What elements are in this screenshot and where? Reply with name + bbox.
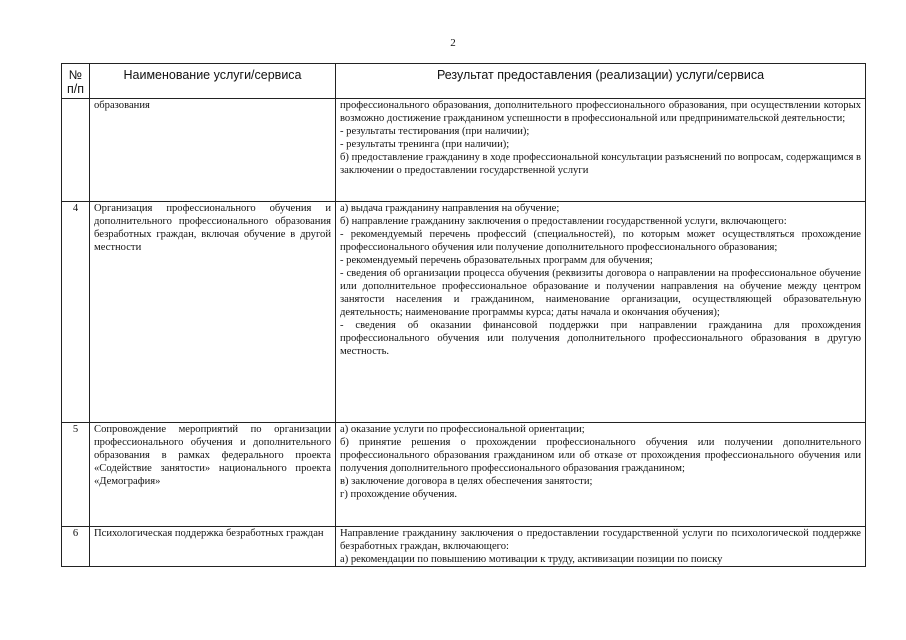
result-line: а) оказание услуги по профессиональной ориентации; xyxy=(340,424,585,435)
service-result xyxy=(336,202,866,423)
service-result xyxy=(336,99,866,202)
service-result xyxy=(336,527,866,567)
result-line: б) направление гражданину заключения о предоставлении государственной услуги, включающего: xyxy=(340,216,787,227)
header-num: № п/п xyxy=(62,64,90,99)
row-number: 6 xyxy=(62,527,90,567)
result-line: а) выдача гражданину направления на обучение; xyxy=(340,203,560,214)
header-result: Результат предоставления (реализации) услуги/сервиса xyxy=(336,64,866,99)
result-line: - рекомендуемый перечень профессий (специальностей), по которым может осуществляться прохождение профессионального обучения или получение дополнительного профессионального образования; xyxy=(340,229,861,253)
result-line: - сведения об организации процесса обучения (реквизиты договора о направлении на профессиональное обучение или дополнительное профессиональное образование и получении направления на обучение между центром занятости населения и гражданином, наименование организации, осуществляющей образовательную деятельность; наименование программы курса; даты начала и окончания обучения); xyxy=(340,268,861,318)
result-line: профессионального образования, дополнительного профессионального образования, при осуществлении которых возможно достижение гражданином успешности в профессиональной или предпринимательской деятельности; xyxy=(340,100,861,124)
service-name: Организация профессионального обучения и дополнительного профессионального образования безработных граждан, включая обучение в другой местности xyxy=(90,202,336,423)
result-line: б) предоставление гражданину в ходе профессиональной консультации разъяснений по вопросам, содержащимся в заключении о предоставлении государственной услуги xyxy=(340,152,861,176)
result-line: - результаты тренинга (при наличии); xyxy=(340,139,510,150)
result-line: - сведения об оказании финансовой поддержки при направлении гражданина для прохождения профессионального обучения или получения дополнительного профессионального образования в другую местность. xyxy=(340,320,861,357)
result-line: а) рекомендации по повышению мотивации к труду, активизации позиции по поиску xyxy=(340,554,723,565)
result-line: г) прохождение обучения. xyxy=(340,489,458,500)
service-result xyxy=(336,423,866,527)
page-number: 2 xyxy=(450,37,456,49)
result-line: б) принятие решения о прохождении профессионального обучения или получении дополнительного профессионального образования гражданином или об отказе от прохождения профессионального обучения или получения дополнительного профессионального образования гражданином; xyxy=(340,437,861,474)
table-row xyxy=(62,423,866,527)
table-row xyxy=(62,99,866,202)
header-service: Наименование услуги/сервиса xyxy=(90,64,336,99)
result-line: в) заключение договора в целях обеспечения занятости; xyxy=(340,476,593,487)
service-name: Психологическая поддержка безработных граждан xyxy=(90,527,336,567)
table-header-row xyxy=(62,64,866,99)
row-number: 5 xyxy=(62,423,90,527)
table-row xyxy=(62,202,866,423)
result-line: Направление гражданину заключения о предоставлении государственной услуги по психологической поддержке безработных граждан, включающего: xyxy=(340,528,861,552)
service-name: образования xyxy=(90,99,336,202)
result-line: - рекомендуемый перечень образовательных программ для обучения; xyxy=(340,255,653,266)
row-number: 4 xyxy=(62,202,90,423)
result-line: - результаты тестирования (при наличии); xyxy=(340,126,530,137)
table-row xyxy=(62,527,866,567)
service-name: Сопровождение мероприятий по организации профессионального обучения и дополнительного образования в рамках федерального проекта «Содействие занятости» национального проекта «Демография» xyxy=(90,423,336,527)
services-table xyxy=(61,63,866,567)
row-number xyxy=(62,99,90,202)
